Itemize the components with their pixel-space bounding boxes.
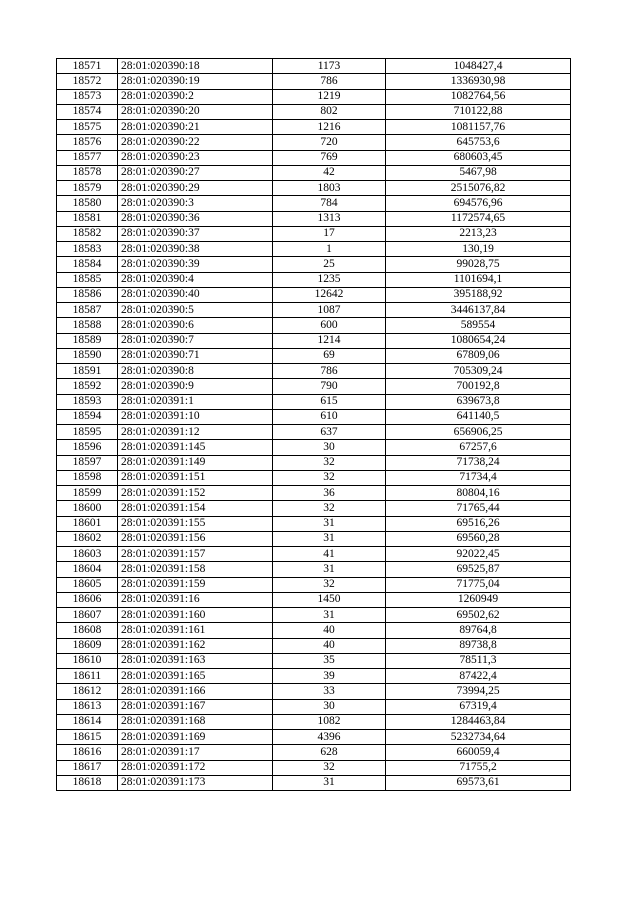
row-number-cell: 18602 xyxy=(57,531,118,546)
area-cell: 40 xyxy=(273,623,386,638)
table-row xyxy=(57,135,571,150)
area-cell: 600 xyxy=(273,318,386,333)
table-row xyxy=(57,684,571,699)
cadastral-table xyxy=(56,58,571,791)
row-number-cell: 18615 xyxy=(57,730,118,745)
value-cell: 656906,25 xyxy=(386,425,571,440)
cadastral-number-cell: 28:01:020390:36 xyxy=(118,211,273,226)
cadastral-number-cell: 28:01:020390:7 xyxy=(118,333,273,348)
row-number-cell: 18606 xyxy=(57,592,118,607)
row-number-cell: 18612 xyxy=(57,684,118,699)
table-row xyxy=(57,257,571,272)
cadastral-number-cell: 28:01:020391:159 xyxy=(118,577,273,592)
area-cell: 1313 xyxy=(273,211,386,226)
area-cell: 628 xyxy=(273,745,386,760)
row-number-cell: 18600 xyxy=(57,501,118,516)
row-number-cell: 18578 xyxy=(57,165,118,180)
value-cell: 89764,8 xyxy=(386,623,571,638)
cadastral-number-cell: 28:01:020390:20 xyxy=(118,104,273,119)
table-body xyxy=(57,59,571,791)
cadastral-number-cell: 28:01:020390:5 xyxy=(118,303,273,318)
table-row xyxy=(57,638,571,653)
cadastral-number-cell: 28:01:020391:10 xyxy=(118,409,273,424)
table-row xyxy=(57,181,571,196)
cadastral-number-cell: 28:01:020390:9 xyxy=(118,379,273,394)
table-row xyxy=(57,348,571,363)
value-cell: 99028,75 xyxy=(386,257,571,272)
area-cell: 1803 xyxy=(273,181,386,196)
cadastral-number-cell: 28:01:020390:3 xyxy=(118,196,273,211)
value-cell: 641140,5 xyxy=(386,409,571,424)
table-row xyxy=(57,364,571,379)
cadastral-number-cell: 28:01:020390:19 xyxy=(118,74,273,89)
row-number-cell: 18576 xyxy=(57,135,118,150)
area-cell: 33 xyxy=(273,684,386,699)
value-cell: 710122,88 xyxy=(386,104,571,119)
row-number-cell: 18597 xyxy=(57,455,118,470)
row-number-cell: 18601 xyxy=(57,516,118,531)
table-row xyxy=(57,287,571,302)
table-row xyxy=(57,775,571,790)
table-row xyxy=(57,318,571,333)
cadastral-number-cell: 28:01:020390:4 xyxy=(118,272,273,287)
area-cell: 31 xyxy=(273,562,386,577)
cadastral-number-cell: 28:01:020390:40 xyxy=(118,287,273,302)
value-cell: 5232734,64 xyxy=(386,730,571,745)
area-cell: 1235 xyxy=(273,272,386,287)
row-number-cell: 18594 xyxy=(57,409,118,424)
table-row xyxy=(57,653,571,668)
value-cell: 1172574,65 xyxy=(386,211,571,226)
area-cell: 784 xyxy=(273,196,386,211)
row-number-cell: 18603 xyxy=(57,547,118,562)
row-number-cell: 18613 xyxy=(57,699,118,714)
row-number-cell: 18590 xyxy=(57,348,118,363)
cadastral-number-cell: 28:01:020391:172 xyxy=(118,760,273,775)
table-row xyxy=(57,547,571,562)
table-row xyxy=(57,120,571,135)
table-row xyxy=(57,196,571,211)
value-cell: 69516,26 xyxy=(386,516,571,531)
area-cell: 36 xyxy=(273,486,386,501)
cadastral-number-cell: 28:01:020391:168 xyxy=(118,714,273,729)
row-number-cell: 18577 xyxy=(57,150,118,165)
area-cell: 31 xyxy=(273,608,386,623)
cadastral-number-cell: 28:01:020391:149 xyxy=(118,455,273,470)
value-cell: 705309,24 xyxy=(386,364,571,379)
value-cell: 5467,98 xyxy=(386,165,571,180)
cadastral-number-cell: 28:01:020391:17 xyxy=(118,745,273,760)
value-cell: 660059,4 xyxy=(386,745,571,760)
cadastral-number-cell: 28:01:020390:38 xyxy=(118,242,273,257)
cadastral-number-cell: 28:01:020390:21 xyxy=(118,120,273,135)
cadastral-number-cell: 28:01:020390:27 xyxy=(118,165,273,180)
area-cell: 1214 xyxy=(273,333,386,348)
value-cell: 395188,92 xyxy=(386,287,571,302)
area-cell: 41 xyxy=(273,547,386,562)
area-cell: 1216 xyxy=(273,120,386,135)
cadastral-number-cell: 28:01:020391:152 xyxy=(118,486,273,501)
table-row xyxy=(57,486,571,501)
cadastral-number-cell: 28:01:020391:167 xyxy=(118,699,273,714)
row-number-cell: 18579 xyxy=(57,181,118,196)
table-row xyxy=(57,211,571,226)
area-cell: 32 xyxy=(273,501,386,516)
value-cell: 1101694,1 xyxy=(386,272,571,287)
value-cell: 87422,4 xyxy=(386,669,571,684)
row-number-cell: 18617 xyxy=(57,760,118,775)
row-number-cell: 18592 xyxy=(57,379,118,394)
value-cell: 80804,16 xyxy=(386,486,571,501)
area-cell: 30 xyxy=(273,440,386,455)
value-cell: 69573,61 xyxy=(386,775,571,790)
area-cell: 30 xyxy=(273,699,386,714)
row-number-cell: 18585 xyxy=(57,272,118,287)
area-cell: 1087 xyxy=(273,303,386,318)
row-number-cell: 18614 xyxy=(57,714,118,729)
area-cell: 4396 xyxy=(273,730,386,745)
value-cell: 1080654,24 xyxy=(386,333,571,348)
cadastral-number-cell: 28:01:020390:8 xyxy=(118,364,273,379)
value-cell: 71738,24 xyxy=(386,455,571,470)
area-cell: 69 xyxy=(273,348,386,363)
cadastral-number-cell: 28:01:020390:71 xyxy=(118,348,273,363)
table-row xyxy=(57,59,571,74)
row-number-cell: 18595 xyxy=(57,425,118,440)
row-number-cell: 18608 xyxy=(57,623,118,638)
area-cell: 769 xyxy=(273,150,386,165)
value-cell: 2515076,82 xyxy=(386,181,571,196)
area-cell: 32 xyxy=(273,470,386,485)
cadastral-number-cell: 28:01:020391:158 xyxy=(118,562,273,577)
row-number-cell: 18574 xyxy=(57,104,118,119)
area-cell: 786 xyxy=(273,74,386,89)
cadastral-number-cell: 28:01:020391:16 xyxy=(118,592,273,607)
cadastral-number-cell: 28:01:020391:145 xyxy=(118,440,273,455)
cadastral-number-cell: 28:01:020391:157 xyxy=(118,547,273,562)
area-cell: 42 xyxy=(273,165,386,180)
cadastral-number-cell: 28:01:020391:166 xyxy=(118,684,273,699)
cadastral-number-cell: 28:01:020391:161 xyxy=(118,623,273,638)
table-row xyxy=(57,577,571,592)
cadastral-number-cell: 28:01:020390:22 xyxy=(118,135,273,150)
table-row xyxy=(57,531,571,546)
value-cell: 69560,28 xyxy=(386,531,571,546)
table-row xyxy=(57,714,571,729)
row-number-cell: 18618 xyxy=(57,775,118,790)
value-cell: 1284463,84 xyxy=(386,714,571,729)
table-row xyxy=(57,104,571,119)
value-cell: 78511,3 xyxy=(386,653,571,668)
table-row xyxy=(57,74,571,89)
cadastral-number-cell: 28:01:020391:1 xyxy=(118,394,273,409)
table-row xyxy=(57,226,571,241)
table-row xyxy=(57,608,571,623)
row-number-cell: 18593 xyxy=(57,394,118,409)
area-cell: 32 xyxy=(273,455,386,470)
row-number-cell: 18575 xyxy=(57,120,118,135)
value-cell: 67257,6 xyxy=(386,440,571,455)
table-row xyxy=(57,470,571,485)
cadastral-number-cell: 28:01:020390:18 xyxy=(118,59,273,74)
value-cell: 1081157,76 xyxy=(386,120,571,135)
cadastral-number-cell: 28:01:020391:154 xyxy=(118,501,273,516)
row-number-cell: 18582 xyxy=(57,226,118,241)
table-row xyxy=(57,455,571,470)
area-cell: 790 xyxy=(273,379,386,394)
area-cell: 25 xyxy=(273,257,386,272)
value-cell: 1082764,56 xyxy=(386,89,571,104)
table-row xyxy=(57,516,571,531)
row-number-cell: 18581 xyxy=(57,211,118,226)
table-row xyxy=(57,150,571,165)
area-cell: 615 xyxy=(273,394,386,409)
value-cell: 69525,87 xyxy=(386,562,571,577)
row-number-cell: 18611 xyxy=(57,669,118,684)
value-cell: 680603,45 xyxy=(386,150,571,165)
table-row xyxy=(57,303,571,318)
row-number-cell: 18586 xyxy=(57,287,118,302)
cadastral-number-cell: 28:01:020390:2 xyxy=(118,89,273,104)
area-cell: 31 xyxy=(273,516,386,531)
cadastral-number-cell: 28:01:020391:151 xyxy=(118,470,273,485)
cadastral-number-cell: 28:01:020391:162 xyxy=(118,638,273,653)
area-cell: 802 xyxy=(273,104,386,119)
row-number-cell: 18596 xyxy=(57,440,118,455)
value-cell: 71775,04 xyxy=(386,577,571,592)
value-cell: 71734,4 xyxy=(386,470,571,485)
cadastral-number-cell: 28:01:020391:160 xyxy=(118,608,273,623)
table-row xyxy=(57,562,571,577)
cadastral-number-cell: 28:01:020390:37 xyxy=(118,226,273,241)
row-number-cell: 18583 xyxy=(57,242,118,257)
cadastral-number-cell: 28:01:020391:165 xyxy=(118,669,273,684)
area-cell: 1219 xyxy=(273,89,386,104)
value-cell: 71765,44 xyxy=(386,501,571,516)
value-cell: 694576,96 xyxy=(386,196,571,211)
row-number-cell: 18580 xyxy=(57,196,118,211)
value-cell: 589554 xyxy=(386,318,571,333)
table-row xyxy=(57,592,571,607)
row-number-cell: 18607 xyxy=(57,608,118,623)
value-cell: 67319,4 xyxy=(386,699,571,714)
table-row xyxy=(57,669,571,684)
value-cell: 69502,62 xyxy=(386,608,571,623)
table-row xyxy=(57,333,571,348)
table-row xyxy=(57,409,571,424)
row-number-cell: 18588 xyxy=(57,318,118,333)
cadastral-number-cell: 28:01:020391:156 xyxy=(118,531,273,546)
area-cell: 40 xyxy=(273,638,386,653)
table-row xyxy=(57,730,571,745)
table-row xyxy=(57,440,571,455)
area-cell: 1450 xyxy=(273,592,386,607)
value-cell: 1260949 xyxy=(386,592,571,607)
value-cell: 71755,2 xyxy=(386,760,571,775)
row-number-cell: 18591 xyxy=(57,364,118,379)
area-cell: 1 xyxy=(273,242,386,257)
value-cell: 3446137,84 xyxy=(386,303,571,318)
row-number-cell: 18584 xyxy=(57,257,118,272)
row-number-cell: 18599 xyxy=(57,486,118,501)
area-cell: 786 xyxy=(273,364,386,379)
area-cell: 17 xyxy=(273,226,386,241)
table-row xyxy=(57,165,571,180)
cadastral-number-cell: 28:01:020391:169 xyxy=(118,730,273,745)
table-row xyxy=(57,501,571,516)
value-cell: 645753,6 xyxy=(386,135,571,150)
table-row xyxy=(57,242,571,257)
area-cell: 1082 xyxy=(273,714,386,729)
row-number-cell: 18604 xyxy=(57,562,118,577)
cadastral-number-cell: 28:01:020391:155 xyxy=(118,516,273,531)
area-cell: 1173 xyxy=(273,59,386,74)
value-cell: 92022,45 xyxy=(386,547,571,562)
area-cell: 637 xyxy=(273,425,386,440)
area-cell: 31 xyxy=(273,775,386,790)
row-number-cell: 18605 xyxy=(57,577,118,592)
cadastral-number-cell: 28:01:020391:163 xyxy=(118,653,273,668)
row-number-cell: 18616 xyxy=(57,745,118,760)
value-cell: 639673,8 xyxy=(386,394,571,409)
area-cell: 32 xyxy=(273,760,386,775)
cadastral-number-cell: 28:01:020390:23 xyxy=(118,150,273,165)
value-cell: 1048427,4 xyxy=(386,59,571,74)
table-row xyxy=(57,425,571,440)
value-cell: 89738,8 xyxy=(386,638,571,653)
cadastral-number-cell: 28:01:020390:6 xyxy=(118,318,273,333)
cadastral-number-cell: 28:01:020390:39 xyxy=(118,257,273,272)
cadastral-number-cell: 28:01:020391:12 xyxy=(118,425,273,440)
row-number-cell: 18572 xyxy=(57,74,118,89)
table-row xyxy=(57,623,571,638)
area-cell: 35 xyxy=(273,653,386,668)
row-number-cell: 18587 xyxy=(57,303,118,318)
value-cell: 1336930,98 xyxy=(386,74,571,89)
value-cell: 67809,06 xyxy=(386,348,571,363)
value-cell: 73994,25 xyxy=(386,684,571,699)
area-cell: 610 xyxy=(273,409,386,424)
row-number-cell: 18610 xyxy=(57,653,118,668)
row-number-cell: 18589 xyxy=(57,333,118,348)
area-cell: 720 xyxy=(273,135,386,150)
table-row xyxy=(57,760,571,775)
cadastral-number-cell: 28:01:020391:173 xyxy=(118,775,273,790)
row-number-cell: 18598 xyxy=(57,470,118,485)
value-cell: 2213,23 xyxy=(386,226,571,241)
row-number-cell: 18573 xyxy=(57,89,118,104)
row-number-cell: 18609 xyxy=(57,638,118,653)
area-cell: 12642 xyxy=(273,287,386,302)
area-cell: 39 xyxy=(273,669,386,684)
table-row xyxy=(57,699,571,714)
table-row xyxy=(57,89,571,104)
table-row xyxy=(57,379,571,394)
value-cell: 130,19 xyxy=(386,242,571,257)
area-cell: 32 xyxy=(273,577,386,592)
cadastral-number-cell: 28:01:020390:29 xyxy=(118,181,273,196)
row-number-cell: 18571 xyxy=(57,59,118,74)
table-row xyxy=(57,394,571,409)
table-row xyxy=(57,745,571,760)
value-cell: 700192,8 xyxy=(386,379,571,394)
table-row xyxy=(57,272,571,287)
area-cell: 31 xyxy=(273,531,386,546)
